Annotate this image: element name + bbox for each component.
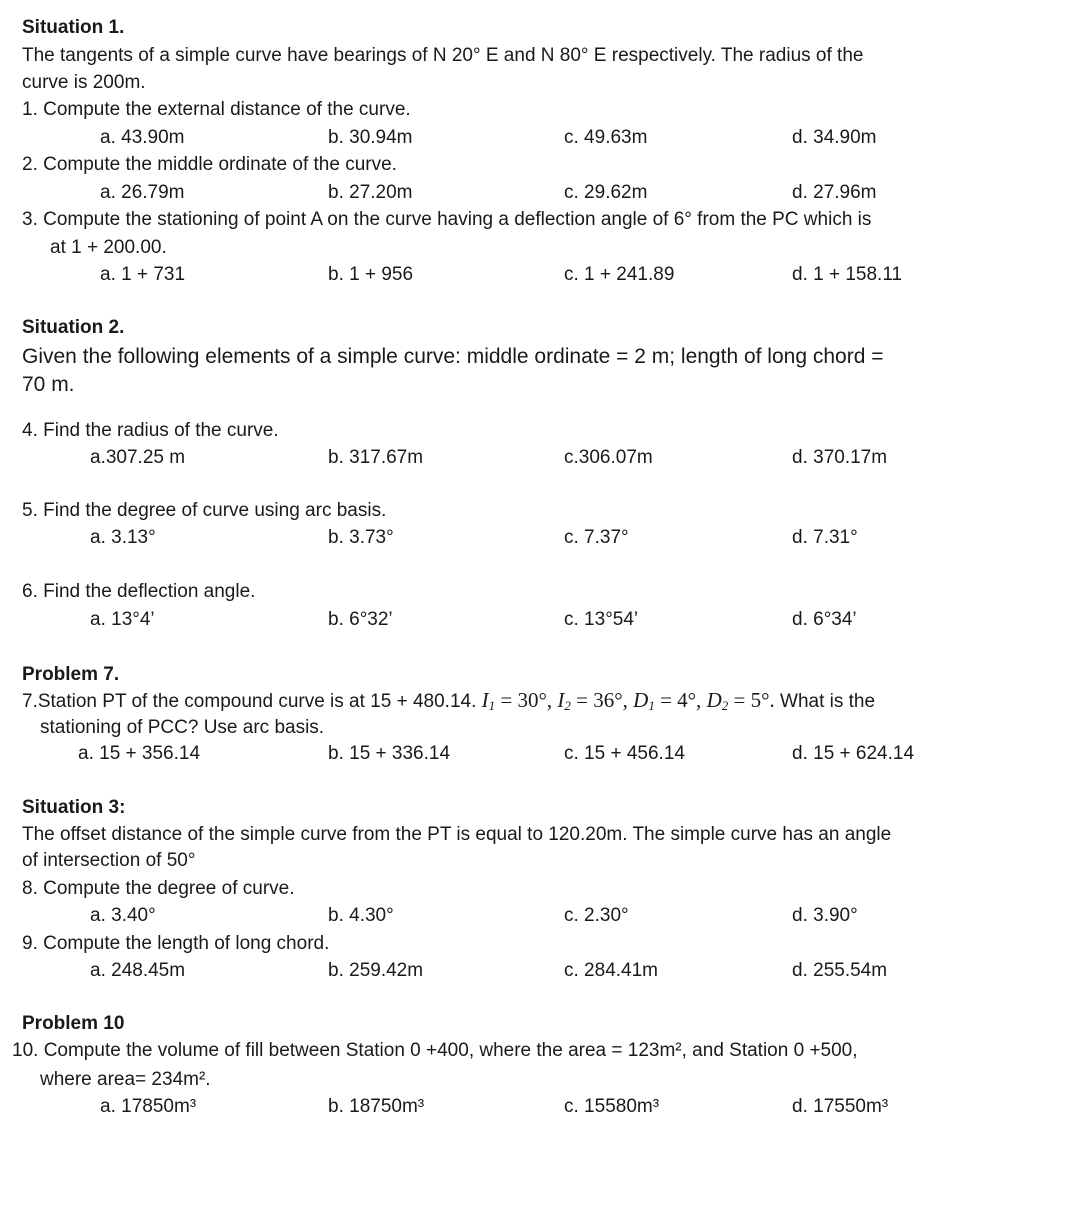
q6-choice-c: c. 13°54’ <box>564 609 639 630</box>
q8-choice-c: c. 2.30° <box>564 905 629 926</box>
p7-choice-c: c. 15 + 456.14 <box>564 743 685 764</box>
question-6: 6. Find the deflection angle. <box>22 581 256 602</box>
var-i2: $I_2$ <box>557 688 571 713</box>
q5-choice-d: d. 7.31° <box>792 527 858 548</box>
p7-choice-d: d. 15 + 624.14 <box>792 743 915 764</box>
situation-3-text-line-2: of intersection of 50° <box>22 850 196 871</box>
problem-7-intro: 7.Station PT of the compound curve is at 15 + 480.14. <box>22 691 482 712</box>
val-d2: = 5°. <box>728 688 775 712</box>
q2-choice-d: d. 27.96m <box>792 182 877 203</box>
val-i1: = 30°, <box>495 688 558 712</box>
question-5: 5. Find the degree of curve using arc basis. <box>22 500 387 521</box>
q2-choice-a: a. 26.79m <box>100 182 185 203</box>
q9-choice-c: c. 284.41m <box>564 960 658 981</box>
q1-choice-a: a. 43.90m <box>100 127 185 148</box>
q3-choice-c: c. 1 + 241.89 <box>564 264 675 285</box>
q6-choice-a: a. 13°4’ <box>90 609 155 630</box>
problem-7-text-line-1 <box>22 687 875 715</box>
question-3-line-2: at 1 + 200.00. <box>50 237 167 258</box>
q3-choice-b: b. 1 + 956 <box>328 264 414 285</box>
problem-10-text-line-2: where area= 234m². <box>40 1069 211 1090</box>
p7-choice-b: b. 15 + 336.14 <box>328 743 451 764</box>
question-8: 8. Compute the degree of curve. <box>22 878 295 899</box>
q1-choice-b: b. 30.94m <box>328 127 413 148</box>
q1-choice-d: d. 34.90m <box>792 127 877 148</box>
p10-choice-a: a. 17850m³ <box>100 1096 197 1117</box>
p10-choice-b: b. 18750m³ <box>328 1096 425 1117</box>
q8-choice-d: d. 3.90° <box>792 905 858 926</box>
q4-choice-b: b. 317.67m <box>328 447 424 468</box>
problem-7-text-line-2: stationing of PCC? Use arc basis. <box>40 717 325 738</box>
val-d1: = 4°, <box>654 688 707 712</box>
q5-choice-c: c. 7.37° <box>564 527 629 548</box>
situation-1-heading: Situation 1. <box>22 17 125 38</box>
situation-2-heading: Situation 2. <box>22 317 125 338</box>
problem-10-heading: Problem 10 <box>22 1013 125 1034</box>
q6-choice-d: d. 6°34’ <box>792 609 857 630</box>
q3-choice-a: a. 1 + 731 <box>100 264 186 285</box>
var-d1: $D_1$ <box>633 688 655 713</box>
q9-choice-a: a. 248.45m <box>90 960 186 981</box>
var-i1: $I_1$ <box>481 688 496 713</box>
situation-3-heading: Situation 3: <box>22 797 126 818</box>
q6-choice-b: b. 6°32’ <box>328 609 393 630</box>
q9-choice-b: b. 259.42m <box>328 960 424 981</box>
situation-3-text-line-1: The offset distance of the simple curve from the PT is equal to 120.20m. The simple curve has an angle <box>22 824 892 845</box>
question-1: 1. Compute the external distance of the curve. <box>22 99 411 120</box>
q2-choice-b: b. 27.20m <box>328 182 413 203</box>
question-9: 9. Compute the length of long chord. <box>22 933 330 954</box>
problem-7-tail: What is the <box>774 691 876 712</box>
situation-1-text-line-2: curve is 200m. <box>22 72 146 93</box>
situation-1-text-line-1: The tangents of a simple curve have bearings of N 20° E and N 80° E respectively. The radius of the <box>22 45 864 66</box>
q4-choice-a: a.307.25 m <box>90 447 186 468</box>
question-4: 4. Find the radius of the curve. <box>22 420 279 441</box>
p10-choice-c: c. 15580m³ <box>564 1096 660 1117</box>
q9-choice-d: d. 255.54m <box>792 960 888 981</box>
q5-choice-a: a. 3.13° <box>90 527 156 548</box>
p7-choice-a: a. 15 + 356.14 <box>78 743 201 764</box>
problem-7-heading: Problem 7. <box>22 664 120 685</box>
q5-choice-b: b. 3.73° <box>328 527 394 548</box>
situation-2-text-line-2: 70 m. <box>22 373 75 396</box>
q1-choice-c: c. 49.63m <box>564 127 648 148</box>
q2-choice-c: c. 29.62m <box>564 182 648 203</box>
p10-choice-d: d. 17550m³ <box>792 1096 889 1117</box>
problem-10-text-line-1: 10. Compute the volume of fill between Station 0 +400, where the area = 123m², and Station 0 +500, <box>12 1040 858 1061</box>
var-d2: $D_2$ <box>706 688 729 713</box>
q4-choice-d: d. 370.17m <box>792 447 888 468</box>
q3-choice-d: d. 1 + 158.11 <box>792 264 903 285</box>
val-i2: = 36°, <box>570 688 634 712</box>
q8-choice-b: b. 4.30° <box>328 905 394 926</box>
question-2: 2. Compute the middle ordinate of the curve. <box>22 154 397 175</box>
situation-2-text-line-1: Given the following elements of a simple curve: middle ordinate = 2 m; length of long chord = <box>22 345 884 368</box>
question-3-line-1: 3. Compute the stationing of point A on the curve having a deflection angle of 6° from the PC which is <box>22 209 872 230</box>
q4-choice-c: c.306.07m <box>564 447 653 468</box>
q8-choice-a: a. 3.40° <box>90 905 156 926</box>
